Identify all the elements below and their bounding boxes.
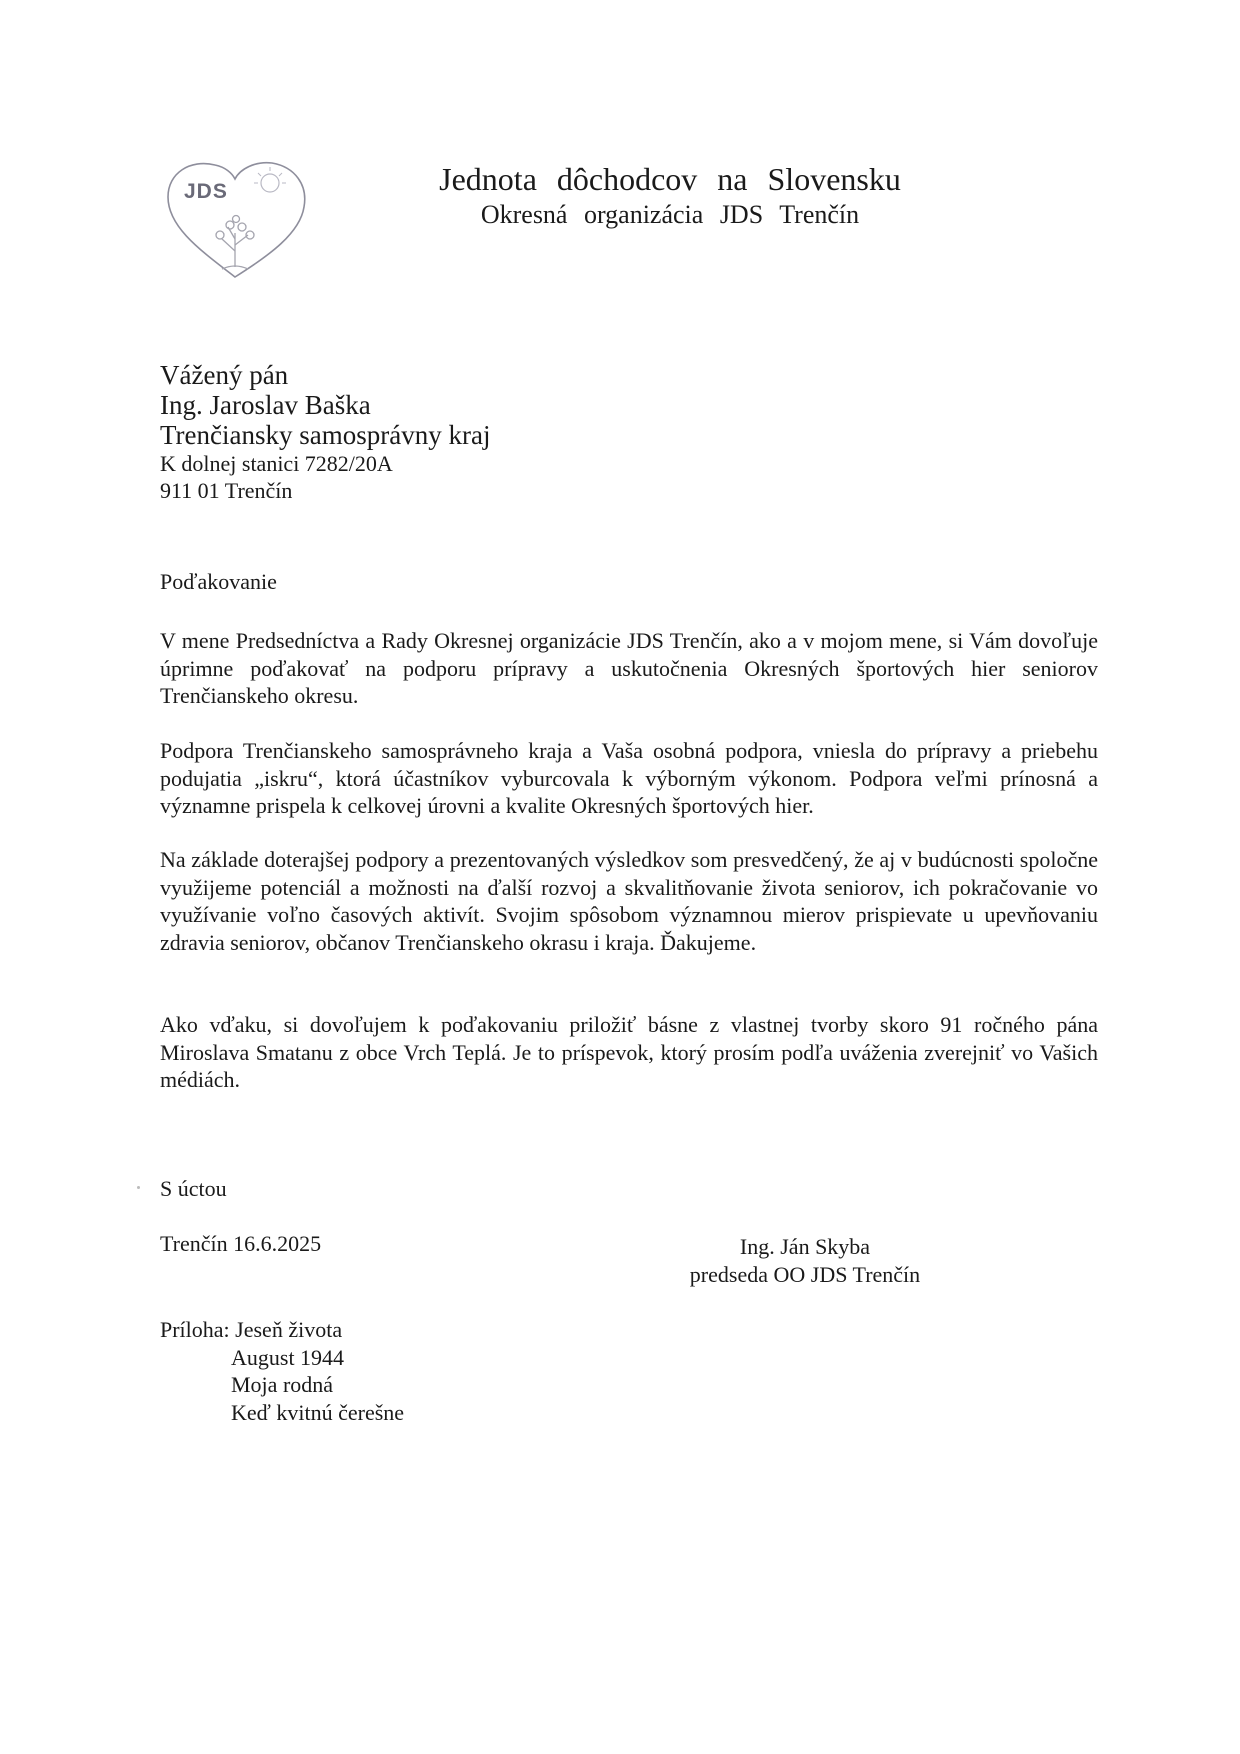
attachment-first-line [160, 1316, 404, 1344]
signer-title: predseda OO JDS Trenčín [689, 1262, 921, 1287]
organization-name: Jednota dôchodcov na Slovensku [439, 161, 901, 197]
body-paragraph-2: Podpora Trenčianskeho samosprávneho kraja a Vaša osobná podpora, vniesla do prípravy a priebehu podujatia „iskru“, ktorá účastníkov vyburcovala k výborným výkonom. Podpora veľmi prínosná a významne prispela k celkovej úrovni a kvalite Okresných športových hier. [160, 738, 1098, 818]
closing-phrase: S úctou [160, 1176, 227, 1201]
attachment-item: Keď kvitnú čerešne [231, 1399, 405, 1425]
organization-branch: Okresná organizácia JDS Trenčín [480, 200, 860, 229]
sun-icon [261, 174, 279, 192]
attachment-item: Moja rodná [231, 1372, 334, 1397]
body-paragraph-1: V mene Predsedníctva a Rady Okresnej organizácie JDS Trenčín, ako a v mojom mene, si Vám dovoľuje úprimne poďakovať na podporu prípravy a uskutočnenia Okresných športových hier seniorov Trenčianskeho okresu. [160, 628, 1098, 708]
jds-logo [160, 155, 310, 285]
recipient-city: 911 01 Trenčín [160, 478, 293, 503]
sun-rays [254, 167, 286, 183]
body-paragraph-3: Na základe doterajšej podpory a prezentovaných výsledkov som presvedčený, že aj v budúcnosti spoločne využijeme potenciál a možnosti na ďalší rozvoj a skvalitňovanie života seniorov, ich pokračovanie vo využívanie voľno časových aktivít. Svojim spôsobom významnou mierov prispievate u upevňovaniu zdravia seniorov, občanov Trenčianskeho okrasu i kraja. Ďakujeme. [160, 847, 1098, 955]
signer-name: Ing. Ján Skyba [739, 1234, 871, 1259]
signature-block [665, 1233, 945, 1289]
attachment-item: Jeseň života [235, 1317, 343, 1342]
logo-text: JDS [184, 180, 228, 203]
attachment-item: August 1944 [231, 1344, 345, 1370]
scan-speck [137, 1186, 140, 1189]
salutation: Vážený pán [160, 360, 289, 390]
place-and-date: Trenčín 16.6.2025 [160, 1231, 322, 1256]
tree-icon [216, 216, 254, 270]
attachments-list [160, 1316, 404, 1426]
recipient-name: Ing. Jaroslav Baška [160, 390, 371, 420]
recipient-address [160, 360, 490, 504]
letterhead [360, 160, 980, 232]
recipient-street: K dolnej stanici 7282/20A [160, 451, 393, 476]
attachments-label: Príloha: [160, 1317, 230, 1342]
letter-subject: Poďakovanie [160, 569, 277, 594]
body-paragraph-4: Ako vďaku, si dovoľujem k poďakovaniu priložiť básne z vlastnej tvorby skoro 91 ročného pána Miroslava Smatanu z obce Vrch Teplá. Je to príspevok, ktorý prosím podľa uváženia zverejniť vo Vašich médiách. [160, 1012, 1098, 1092]
recipient-organization: Trenčiansky samosprávny kraj [160, 420, 491, 450]
